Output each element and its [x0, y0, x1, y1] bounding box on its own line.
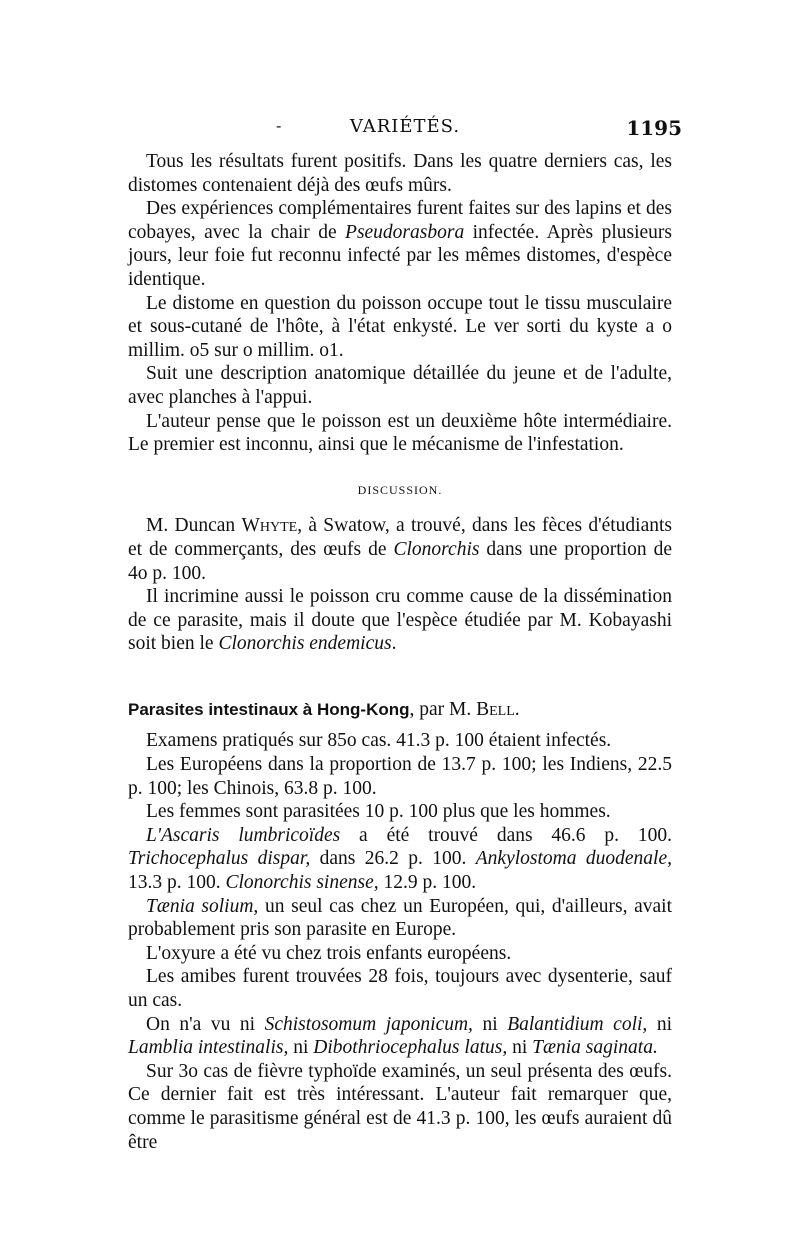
paragraph: Il incrimine aussi le poisson cru comme cause de la dissémination de ce parasite, mais il doute que l'espèce étudiée par M. Kobayashi soit bien le Clonorchis endemicus.: [128, 586, 672, 655]
article-title: Parasites intestinaux à Hong-Kong, par M. Bell.: [128, 698, 520, 720]
paragraph: Tous les résultats furent positifs. Dans les quatre derniers cas, les distomes contenaient déjà des œufs mûrs.: [128, 151, 672, 196]
paragraph: M. Duncan Whyte, à Swatow, a trouvé, dans les fèces d'étudiants et de commerçants, des œufs de Clonorchis dans une proportion de 4o p. 100.: [128, 515, 672, 584]
running-header: [128, 116, 682, 142]
body-text: [128, 150, 672, 1154]
paragraph: Le distome en question du poisson occupe tout le tissu musculaire et sous-cutané de l'hôte, à l'état enkysté. Le ver sorti du kyste a o millim. o5 sur o millim. o1.: [128, 292, 672, 361]
paragraph: Des expériences complémentaires furent faites sur des lapins et des cobayes, avec la chair de Pseudorasbora infectée. Après plusieurs jours, leur foie fut reconnu infecté par les mêmes distomes, d'espèce identique.: [128, 198, 672, 290]
paragraph: Suit une description anatomique détaillée du jeune et de l'adulte, avec planches à l'appui.: [128, 363, 672, 408]
paragraph: Examens pratiqués sur 85o cas. 41.3 p. 100 étaient infectés.: [146, 730, 612, 752]
paragraph: Les Européens dans la proportion de 13.7 p. 100; les Indiens, 22.5 p. 100; les Chinois, 63.8 p. 100.: [128, 754, 672, 799]
header-dash: -: [276, 116, 282, 135]
page-number: 1195: [626, 116, 682, 140]
paragraph: On n'a vu ni Schistosomum japonicum, ni Balantidium coli, ni Lamblia intestinalis, ni Dibothriocephalus latus, ni Tænia saginata.: [128, 1013, 672, 1059]
paragraph: Tænia solium, un seul cas chez un Européen, qui, d'ailleurs, avait probablement pris son parasite en Europe.: [128, 895, 672, 941]
discussion-heading: DISCUSSION.: [357, 482, 443, 497]
paragraph: L'oxyure a été vu chez trois enfants européens.: [146, 942, 512, 964]
paragraph: L'Ascaris lumbricoïdes a été trouvé dans 46.6 p. 100. Trichocephalus dispar, dans 26.2 p. 100. Ankylostoma duodenale, 13.3 p. 100. Clonorchis sinense, 12.9 p. 100.: [128, 824, 672, 894]
paragraph: Les femmes sont parasitées 10 p. 100 plus que les hommes.: [146, 801, 611, 823]
paragraph: Les amibes furent trouvées 28 fois, toujours avec dysenterie, sauf un cas.: [128, 966, 672, 1011]
paragraph: Sur 3o cas de fièvre typhoïde examinés, un seul présenta des œufs. Ce dernier fait est très intéressant. L'auteur fait remarquer que, comme le parasitisme général est de 41.3 p. 100, les œufs auraient dû être: [128, 1060, 672, 1153]
paragraph: L'auteur pense que le poisson est un deuxième hôte intermédiaire. Le premier est inconnu, ainsi que le mécanisme de l'infestation.: [128, 410, 672, 456]
header-title: VARIÉTÉS.: [349, 116, 461, 137]
